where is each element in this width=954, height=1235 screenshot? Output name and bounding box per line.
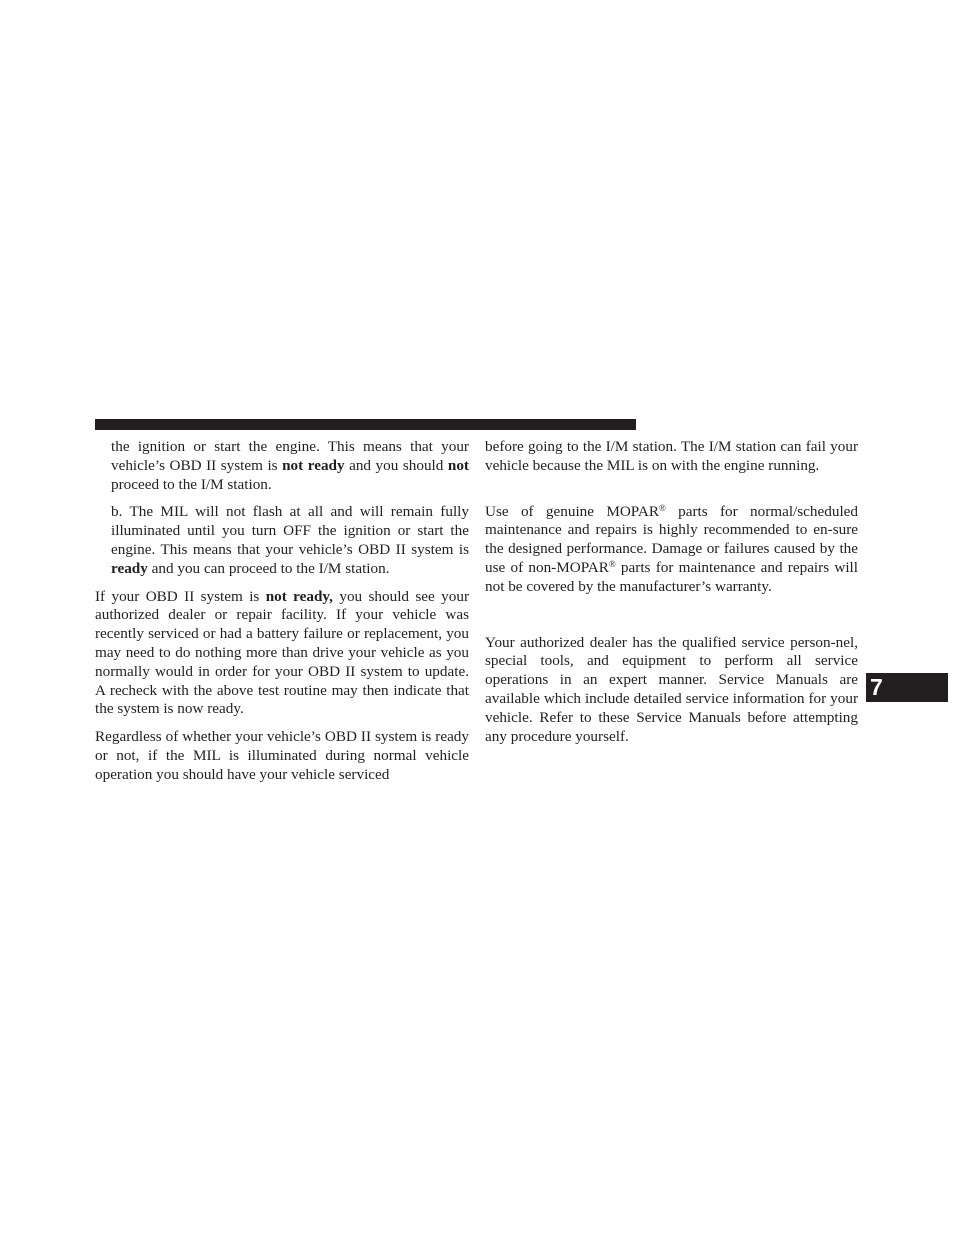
right-column bbox=[485, 438, 858, 746]
text-run: b. The MIL will not flash at all and will remain fully illuminated until you turn OFF the ignition or start the engine. This means that your vehicle’s OBD II system is bbox=[111, 503, 469, 558]
paragraph-mopar-parts bbox=[485, 503, 858, 597]
text-run: parts for normal/scheduled maintenance and repairs is highly recommended to en-sure the designed performance. Damage or failures caused by the use of non-MOPAR bbox=[485, 502, 859, 576]
bold-not: not bbox=[447, 456, 469, 474]
paragraph-im-station: before going to the I/M station. The I/M station can fail your vehicle because the MIL is on with the engine running. bbox=[485, 438, 858, 474]
paragraph-item-b bbox=[111, 503, 469, 578]
chapter-number: 7 bbox=[870, 674, 883, 700]
paragraph-service-manuals: Your authorized dealer has the qualified service person-nel, special tools, and equipment to perform all service operations in an expert manner. Service Manuals are available which include detailed service information for your vehicle. Refer to these Service Manuals before attempting any procedure yourself. bbox=[485, 633, 858, 745]
registered-mark: ® bbox=[658, 502, 666, 513]
chapter-tab bbox=[866, 673, 948, 702]
text-run: If your OBD II system is bbox=[95, 587, 266, 605]
paragraph-not-ready-advice bbox=[95, 588, 469, 720]
header-rule bbox=[95, 419, 636, 430]
text-run: you should see your authorized dealer or repair facility. If your vehicle was recently serviced or had a battery failure or replacement, you may need to do nothing more than drive your vehicle as you normally would in order for your OBD II system to update. A recheck with the above test routine may then indicate that the system is now ready. bbox=[95, 587, 469, 718]
bold-not-ready: not ready bbox=[282, 456, 345, 474]
text-run: and you should bbox=[344, 456, 448, 474]
text-run: proceed to the I/M station. bbox=[111, 475, 272, 493]
registered-mark: ® bbox=[608, 558, 616, 569]
bold-ready: ready bbox=[111, 559, 148, 577]
left-column bbox=[95, 438, 469, 785]
text-run: and you can proceed to the I/M station. bbox=[147, 559, 390, 577]
text-run: Use of genuine MOPAR bbox=[485, 502, 659, 520]
paragraph-regardless: Regardless of whether your vehicle’s OBD II system is ready or not, if the MIL is illuminated during normal vehicle operation you should have your vehicle serviced bbox=[95, 728, 469, 783]
paragraph-obd-not-ready-continued bbox=[111, 438, 469, 494]
text-run: the ignition or start the engine. This means that your vehicle’s OBD II system is bbox=[111, 438, 469, 474]
text-run: parts for maintenance and repairs will not be covered by the manufacturer’s warranty. bbox=[485, 558, 858, 595]
bold-not-ready: not ready, bbox=[265, 587, 333, 605]
